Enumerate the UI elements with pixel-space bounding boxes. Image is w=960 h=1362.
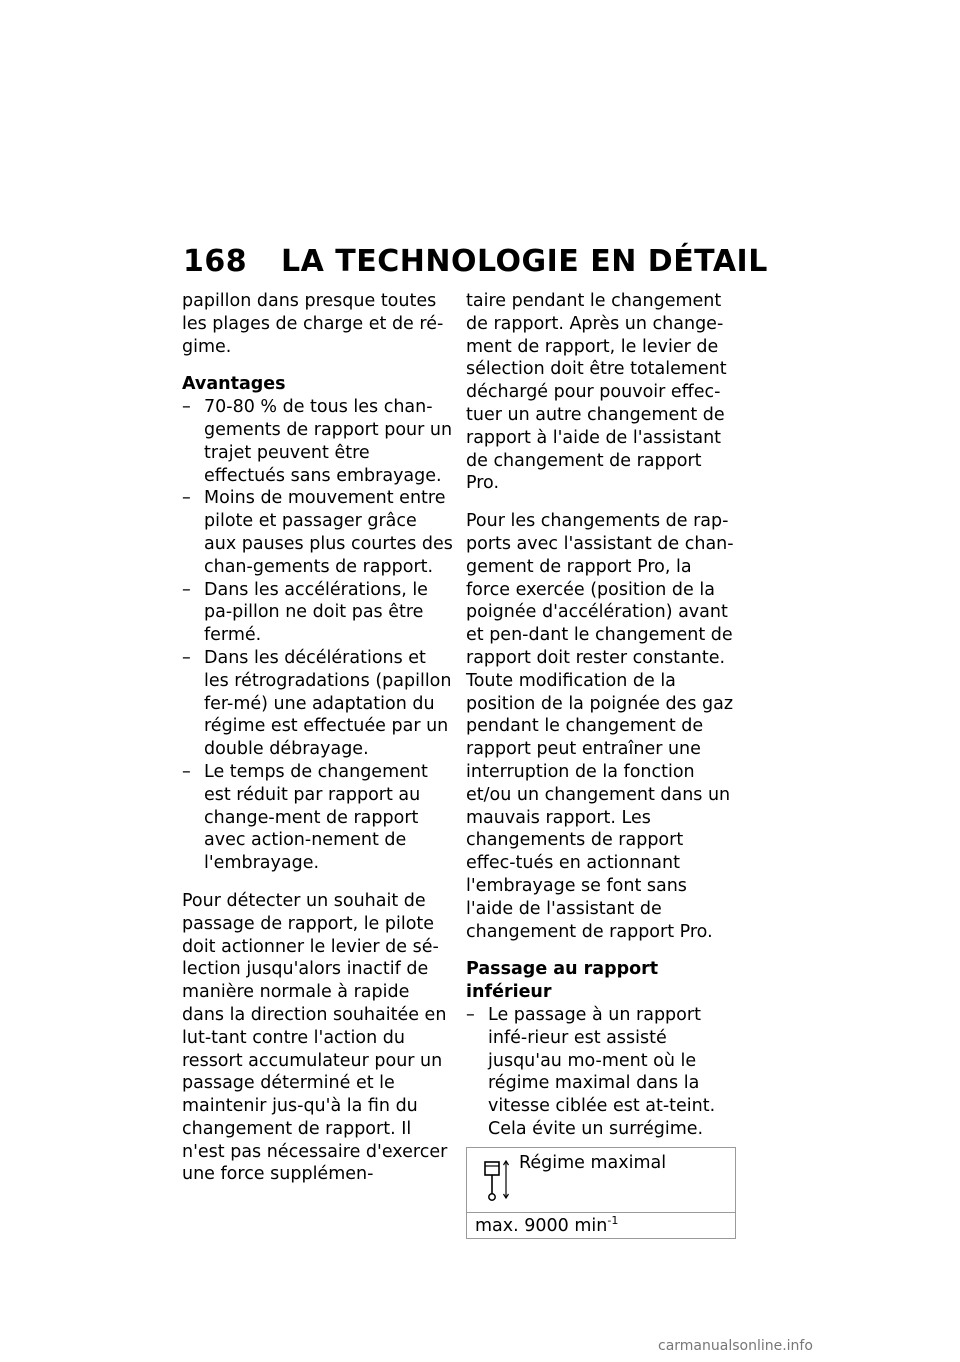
downshift-list bbox=[466, 1004, 738, 1141]
page-title: LA TECHNOLOGIE EN DÉTAIL bbox=[281, 244, 768, 279]
avantages-heading: Avantages bbox=[182, 374, 286, 395]
right-column bbox=[466, 290, 738, 1239]
page-number: 168 bbox=[183, 244, 248, 279]
detection-paragraph: Pour détecter un souhait de passage de rapport, le pilote doit actionner le levier de sé-lection jusqu'alors inactif de manière normale à rapide dans la direction souhaitée en lut-tant contre l'action du ressort accumulateur pour un passage déterminé et le maintenir jus-qu'à la fin du changement de rapport. Il n'est pas nécessaire d'exercer une force supplémen- bbox=[182, 890, 448, 1185]
list-item: – Le passage à un rapport infé-rieur est assisté jusqu'au mo-ment où le régime maximal dans la vitesse ciblée est at-teint. Cela évite un surrégime. bbox=[466, 1004, 738, 1141]
downshift-heading: Passage au rapport inférieur bbox=[466, 959, 659, 1003]
list-item: – Dans les accélérations, le pa-pillon ne doit pas être fermé. bbox=[182, 579, 454, 647]
list-item: – Le temps de changement est réduit par rapport au change-ment de rapport avec action-nement de l'embrayage. bbox=[182, 761, 454, 875]
spec-table bbox=[466, 1147, 736, 1240]
force-paragraph: Pour les changements de rap-ports avec l'assistant de chan-gement de rapport Pro, la force exercée (position de la poignée d'accélération) avant et pen-dant le changement de rapport doit rester constante. Toute modification de la position de la poignée des gaz pendant le changement de rapport peut entraîner une interruption de la fonction et/ou un changement dans un mauvais rapport. Les changements de rapport effec-tués en actionnant l'embrayage se font sans l'aide de l'assistant de changement de rapport Pro. bbox=[466, 511, 734, 942]
left-column bbox=[182, 290, 454, 1201]
page-header bbox=[183, 244, 768, 279]
spec-label: Régime maximal bbox=[519, 1152, 667, 1173]
avantages-list bbox=[182, 396, 454, 875]
list-item: – Dans les décélérations et les rétrogradations (papillon fer-mé) une adaptation du régime est effectuée par un double débrayage. bbox=[182, 647, 454, 761]
watermark: carmanualsonline.info bbox=[658, 1338, 813, 1354]
spec-header bbox=[467, 1148, 735, 1213]
engine-piston-icon bbox=[483, 1158, 509, 1204]
list-item: – Moins de mouvement entre pilote et passager grâce aux pauses plus courtes des chan-gements de rapport. bbox=[182, 487, 454, 578]
intro-paragraph: papillon dans presque toutes les plages de charge et de ré-gime. bbox=[182, 291, 444, 357]
continuation-paragraph: taire pendant le changement de rapport. Après un change-ment de rapport, le levier de sélection doit être totalement déchargé pour pouvoir effec-tuer un autre changement de rapport à l'aide de l'assistant de changement de rapport Pro. bbox=[466, 291, 727, 494]
list-item: – 70-80 % de tous les chan-gements de rapport pour un trajet peuvent être effectués sans embrayage. bbox=[182, 396, 454, 487]
spec-value: max. 9000 $\min^{-1}$ bbox=[475, 1213, 619, 1236]
